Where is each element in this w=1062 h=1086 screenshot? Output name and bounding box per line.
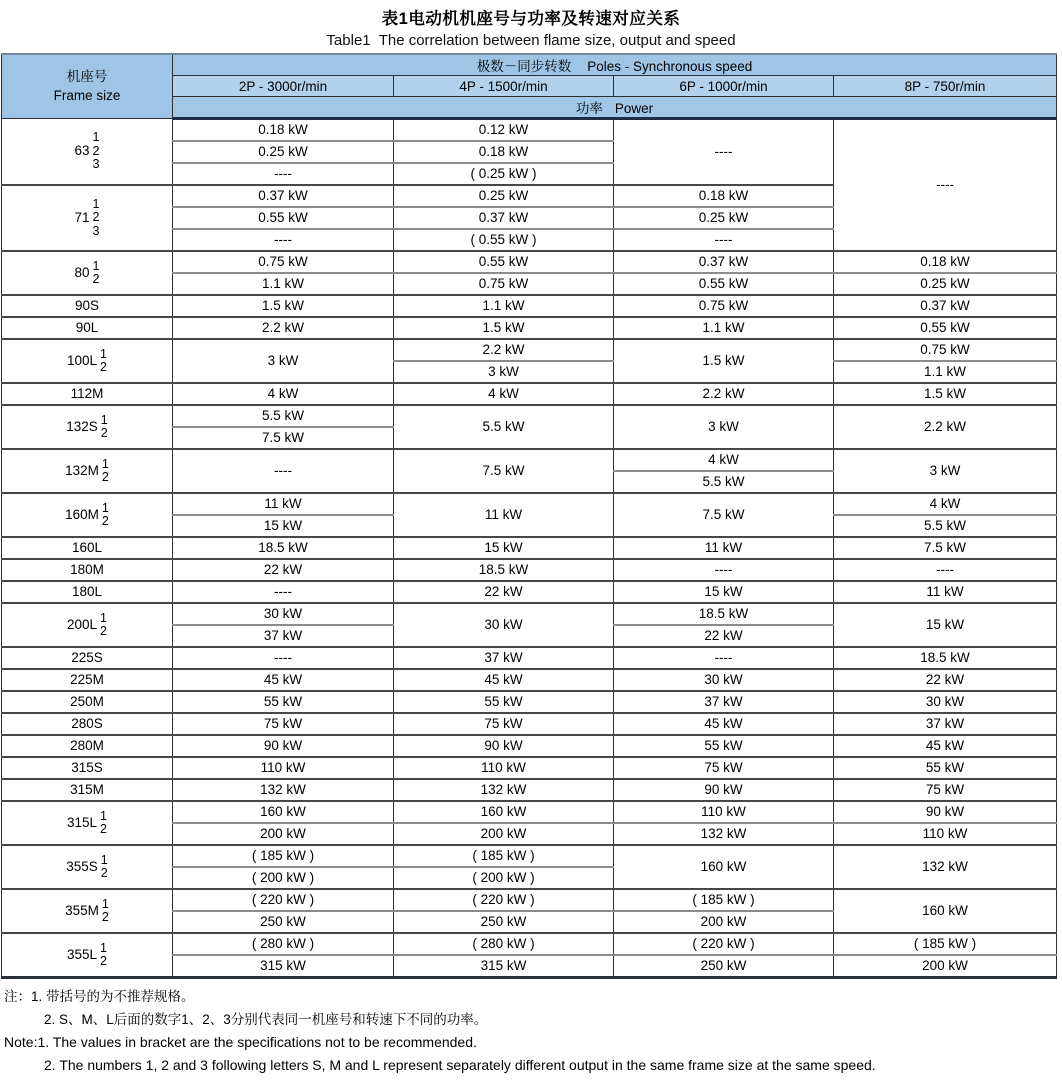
power-value-cell: 132 kW	[834, 845, 1057, 889]
power-value-cell: 4 kW	[614, 449, 834, 471]
power-value-cell: 1.1 kW	[173, 273, 394, 295]
frame-size-label: 132M	[65, 462, 99, 478]
power-value-cell: 5.5 kW	[394, 405, 614, 449]
power-header-en: Power	[614, 101, 654, 116]
power-value-cell: 110 kW	[173, 757, 394, 779]
power-value-cell: 0.18 kW	[173, 119, 394, 142]
power-value-cell: ----	[614, 119, 834, 186]
table-row	[2, 295, 1057, 317]
table-row	[2, 603, 1057, 625]
power-value-cell: 45 kW	[173, 669, 394, 691]
frame-size-header-en: Frame size	[53, 87, 121, 103]
power-value-cell: 18.5 kW	[834, 647, 1057, 669]
table-row	[2, 119, 1057, 142]
power-value-cell: ----	[614, 229, 834, 251]
frame-variant-numbers: 1 2	[100, 808, 107, 836]
power-value-cell: 55 kW	[394, 691, 614, 713]
power-value-cell: 0.37 kW	[394, 207, 614, 229]
power-value-cell: ----	[173, 229, 394, 251]
frame-size-label: 355M	[65, 902, 99, 918]
power-value-cell: 22 kW	[394, 581, 614, 603]
table-row	[2, 757, 1057, 779]
power-value-cell: 37 kW	[614, 691, 834, 713]
power-value-cell: ( 200 kW )	[173, 867, 394, 889]
power-value-cell: ----	[614, 559, 834, 581]
table-row	[2, 317, 1057, 339]
power-value-cell: 0.25 kW	[173, 141, 394, 163]
frame-size-header	[2, 54, 173, 119]
power-value-cell: 1.5 kW	[614, 339, 834, 383]
frame-size-cell	[2, 317, 173, 339]
frame-variant-numbers: 1 2	[100, 610, 107, 638]
power-value-cell: 45 kW	[834, 735, 1057, 757]
power-value-cell: 18.5 kW	[614, 603, 834, 625]
power-value-cell: 45 kW	[614, 713, 834, 735]
frame-size-label: 71	[74, 209, 90, 225]
poles-header	[173, 54, 1057, 76]
power-value-cell: 0.55 kW	[394, 251, 614, 273]
power-value-cell: 1.5 kW	[173, 295, 394, 317]
frame-variant-numbers: 1 2	[92, 258, 100, 286]
power-value-cell: 1.1 kW	[834, 361, 1057, 383]
power-value-cell: 0.75 kW	[834, 339, 1057, 361]
frame-size-cell	[2, 119, 173, 186]
power-value-cell: 5.5 kW	[173, 405, 394, 427]
frame-size-cell	[2, 581, 173, 603]
power-value-cell: 22 kW	[173, 559, 394, 581]
table-row	[2, 801, 1057, 823]
power-value-cell: 30 kW	[173, 603, 394, 625]
power-value-cell: 75 kW	[173, 713, 394, 735]
power-value-cell: ( 200 kW )	[394, 867, 614, 889]
power-value-cell: 0.25 kW	[614, 207, 834, 229]
frame-size-label: 315S	[71, 759, 103, 775]
power-value-cell: 0.37 kW	[173, 185, 394, 207]
frame-variant-numbers: 1 2 3	[92, 130, 100, 172]
frame-size-header-zh: 机座号	[66, 69, 108, 85]
power-value-cell: 3 kW	[394, 361, 614, 383]
power-value-cell: 90 kW	[614, 779, 834, 801]
power-value-cell: 55 kW	[614, 735, 834, 757]
power-value-cell: 0.75 kW	[614, 295, 834, 317]
frame-size-label: 315L	[67, 814, 98, 830]
power-value-cell: 200 kW	[173, 823, 394, 845]
power-value-cell: ( 185 kW )	[173, 845, 394, 867]
frame-variant-numbers: 1 2	[101, 896, 109, 924]
power-value-cell: 11 kW	[394, 493, 614, 537]
power-value-cell: ----	[834, 119, 1057, 252]
power-value-cell: 7.5 kW	[394, 449, 614, 493]
power-value-cell: 250 kW	[614, 955, 834, 978]
frame-size-cell	[2, 559, 173, 581]
table-row	[2, 845, 1057, 867]
power-value-cell: 7.5 kW	[173, 427, 394, 449]
frame-size-label: 100L	[67, 352, 98, 368]
power-value-cell: 15 kW	[173, 515, 394, 537]
frame-size-cell	[2, 757, 173, 779]
power-value-cell: ----	[614, 647, 834, 669]
power-value-cell: 15 kW	[834, 603, 1057, 647]
table-row	[2, 669, 1057, 691]
frame-size-cell	[2, 295, 173, 317]
power-value-cell: 55 kW	[173, 691, 394, 713]
power-value-cell: 132 kW	[394, 779, 614, 801]
frame-size-label: 355S	[66, 858, 98, 874]
frame-size-label: 315M	[70, 781, 104, 797]
frame-variant-numbers: 1 2	[100, 412, 108, 440]
power-value-cell: 1.1 kW	[394, 295, 614, 317]
poles-header-zh: 极数－同步转数	[476, 59, 572, 74]
power-value-cell: 7.5 kW	[614, 493, 834, 537]
table-row	[2, 735, 1057, 757]
power-value-cell: ( 220 kW )	[394, 889, 614, 911]
power-value-cell: 90 kW	[834, 801, 1057, 823]
frame-size-label: 90L	[75, 319, 99, 335]
power-value-cell: ----	[173, 581, 394, 603]
power-value-cell: ( 185 kW )	[614, 889, 834, 911]
table-row	[2, 251, 1057, 273]
power-value-cell: 200 kW	[834, 955, 1057, 978]
power-value-cell: 7.5 kW	[834, 537, 1057, 559]
power-value-cell: 1.1 kW	[614, 317, 834, 339]
power-value-cell: 110 kW	[614, 801, 834, 823]
power-value-cell: ( 0.25 kW )	[394, 163, 614, 185]
power-value-cell: ( 0.55 kW )	[394, 229, 614, 251]
power-value-cell: 45 kW	[394, 669, 614, 691]
power-value-cell: 2.2 kW	[173, 317, 394, 339]
table-row	[2, 933, 1057, 955]
frame-size-cell	[2, 251, 173, 295]
frame-variant-numbers: 1 2	[101, 500, 109, 528]
power-value-cell: 15 kW	[394, 537, 614, 559]
table-row	[2, 713, 1057, 735]
power-value-cell: ( 185 kW )	[834, 933, 1057, 955]
power-value-cell: 0.55 kW	[614, 273, 834, 295]
power-value-cell: ----	[173, 163, 394, 185]
frame-size-cell	[2, 845, 173, 889]
power-value-cell: ----	[173, 647, 394, 669]
power-value-cell: 37 kW	[834, 713, 1057, 735]
table-body	[2, 119, 1057, 978]
power-value-cell: 4 kW	[394, 383, 614, 405]
frame-size-cell	[2, 647, 173, 669]
frame-size-cell	[2, 449, 173, 493]
power-value-cell: ( 280 kW )	[394, 933, 614, 955]
frame-size-label: 280M	[70, 737, 104, 753]
frame-variant-numbers: 1 2	[100, 346, 107, 374]
frame-size-label: 280S	[71, 715, 103, 731]
power-value-cell: 0.18 kW	[394, 141, 614, 163]
frame-variant-numbers: 1 2	[100, 940, 107, 968]
frame-size-label: 160L	[71, 539, 103, 555]
frame-size-cell	[2, 669, 173, 691]
frame-size-cell	[2, 713, 173, 735]
table-row	[2, 339, 1057, 361]
power-value-cell: 5.5 kW	[614, 471, 834, 493]
power-value-cell: 37 kW	[173, 625, 394, 647]
table-title-zh: 表1电动机机座号与功率及转速对应关系	[381, 10, 681, 28]
power-value-cell: ----	[834, 559, 1057, 581]
power-value-cell: 15 kW	[614, 581, 834, 603]
frame-variant-numbers: 1 2 3	[92, 196, 100, 238]
power-value-cell: 3 kW	[173, 339, 394, 383]
note-line: 2. S、M、L后面的数字1、2、3分别代表同一机座号和转速下不同的功率。	[44, 1011, 488, 1027]
power-value-cell: 2.2 kW	[614, 383, 834, 405]
frame-size-label: 200L	[67, 616, 98, 632]
power-value-cell: 2.2 kW	[834, 405, 1057, 449]
power-value-cell: 315 kW	[173, 955, 394, 978]
table-row	[2, 581, 1057, 603]
frame-size-cell	[2, 889, 173, 933]
power-value-cell: 200 kW	[614, 911, 834, 933]
power-value-cell: 200 kW	[394, 823, 614, 845]
power-value-cell: 3 kW	[834, 449, 1057, 493]
power-value-cell: 18.5 kW	[394, 559, 614, 581]
frame-size-label: 132S	[66, 418, 98, 434]
power-value-cell: 160 kW	[394, 801, 614, 823]
frame-variant-numbers: 1 2	[100, 852, 108, 880]
power-value-cell: ( 280 kW )	[173, 933, 394, 955]
power-value-cell: 75 kW	[614, 757, 834, 779]
motor-power-table	[1, 53, 1057, 979]
power-value-cell: 132 kW	[614, 823, 834, 845]
table-row	[2, 889, 1057, 911]
power-value-cell: 110 kW	[394, 757, 614, 779]
note-line: 注：1. 带括号的为不推荐规格。	[4, 989, 195, 1004]
table-row	[2, 383, 1057, 405]
power-value-cell: 1.5 kW	[394, 317, 614, 339]
frame-size-cell	[2, 735, 173, 757]
frame-size-cell	[2, 405, 173, 449]
col-header-6p: 6P - 1000r/min	[614, 76, 834, 97]
power-value-cell: 37 kW	[394, 647, 614, 669]
frame-size-cell	[2, 779, 173, 801]
power-value-cell: 0.18 kW	[614, 185, 834, 207]
table-row	[2, 449, 1057, 471]
table-title-en: Table1 The correlation between flame size, output and speed	[326, 32, 736, 49]
power-value-cell: 90 kW	[394, 735, 614, 757]
power-value-cell: 0.37 kW	[614, 251, 834, 273]
power-value-cell: 110 kW	[834, 823, 1057, 845]
col-header-4p: 4P - 1500r/min	[394, 76, 614, 97]
power-value-cell: 5.5 kW	[834, 515, 1057, 537]
frame-size-cell	[2, 493, 173, 537]
power-value-cell: 315 kW	[394, 955, 614, 978]
notes	[4, 986, 1062, 1076]
power-value-cell: 11 kW	[173, 493, 394, 515]
power-value-cell: 0.25 kW	[394, 185, 614, 207]
power-value-cell: 160 kW	[834, 889, 1057, 933]
frame-size-label: 80	[74, 264, 90, 280]
note-line: Note:1. The values in bracket are the specifications not to be recommended.	[4, 1034, 477, 1050]
note-line: 2. The numbers 1, 2 and 3 following letters S, M and L represent separately different output in the same frame size at the same speed.	[44, 1056, 876, 1073]
col-header-2p: 2P - 3000r/min	[173, 76, 394, 97]
frame-size-cell	[2, 185, 173, 251]
power-value-cell: 75 kW	[394, 713, 614, 735]
power-value-cell: 11 kW	[834, 581, 1057, 603]
frame-size-label: 63	[74, 143, 90, 159]
power-value-cell: 22 kW	[614, 625, 834, 647]
frame-size-cell	[2, 933, 173, 978]
power-value-cell: 2.2 kW	[394, 339, 614, 361]
power-value-cell: 0.12 kW	[394, 119, 614, 142]
table-row	[2, 779, 1057, 801]
frame-size-label: 225S	[71, 649, 103, 665]
frame-size-label: 180M	[70, 561, 104, 577]
table-row	[2, 537, 1057, 559]
power-value-cell: 30 kW	[614, 669, 834, 691]
frame-size-cell	[2, 603, 173, 647]
frame-variant-numbers: 1 2	[101, 456, 109, 484]
frame-size-label: 180L	[71, 583, 103, 599]
frame-size-cell	[2, 691, 173, 713]
power-value-cell: 0.25 kW	[834, 273, 1057, 295]
power-value-cell: 0.55 kW	[834, 317, 1057, 339]
power-value-cell: ----	[173, 449, 394, 493]
power-header-zh: 功率	[575, 101, 603, 116]
power-value-cell: ( 185 kW )	[394, 845, 614, 867]
table-header	[2, 54, 1057, 119]
frame-size-label: 225M	[70, 671, 104, 687]
frame-size-label: 250M	[70, 693, 104, 709]
power-value-cell: ( 220 kW )	[614, 933, 834, 955]
power-value-cell: 22 kW	[834, 669, 1057, 691]
power-value-cell: ( 220 kW )	[173, 889, 394, 911]
table-row	[2, 559, 1057, 581]
power-value-cell: 132 kW	[173, 779, 394, 801]
power-value-cell: 75 kW	[834, 779, 1057, 801]
power-value-cell: 0.18 kW	[834, 251, 1057, 273]
power-value-cell: 250 kW	[173, 911, 394, 933]
power-value-cell: 55 kW	[834, 757, 1057, 779]
table-row	[2, 647, 1057, 669]
power-value-cell: 160 kW	[614, 845, 834, 889]
power-value-cell: 18.5 kW	[173, 537, 394, 559]
power-value-cell: 4 kW	[834, 493, 1057, 515]
power-value-cell: 90 kW	[173, 735, 394, 757]
frame-size-label: 160M	[65, 506, 99, 522]
frame-size-label: 355L	[67, 946, 98, 962]
power-value-cell: 30 kW	[834, 691, 1057, 713]
power-value-cell: 11 kW	[614, 537, 834, 559]
table-row	[2, 493, 1057, 515]
power-value-cell: 0.75 kW	[173, 251, 394, 273]
table-row	[2, 691, 1057, 713]
frame-size-cell	[2, 383, 173, 405]
power-value-cell: 0.37 kW	[834, 295, 1057, 317]
frame-size-cell	[2, 537, 173, 559]
power-value-cell: 0.75 kW	[394, 273, 614, 295]
power-header	[173, 97, 1057, 119]
frame-size-label: 90S	[74, 297, 100, 313]
power-value-cell: 3 kW	[614, 405, 834, 449]
frame-size-label: 112M	[70, 385, 104, 401]
power-value-cell: 250 kW	[394, 911, 614, 933]
poles-header-en: Poles - Synchronous speed	[587, 59, 753, 74]
frame-size-cell	[2, 801, 173, 845]
table-row	[2, 405, 1057, 427]
power-value-cell: 160 kW	[173, 801, 394, 823]
power-value-cell: 4 kW	[173, 383, 394, 405]
power-value-cell: 1.5 kW	[834, 383, 1057, 405]
frame-size-cell	[2, 339, 173, 383]
col-header-8p: 8P - 750r/min	[834, 76, 1057, 97]
power-value-cell: 30 kW	[394, 603, 614, 647]
power-value-cell: 0.55 kW	[173, 207, 394, 229]
